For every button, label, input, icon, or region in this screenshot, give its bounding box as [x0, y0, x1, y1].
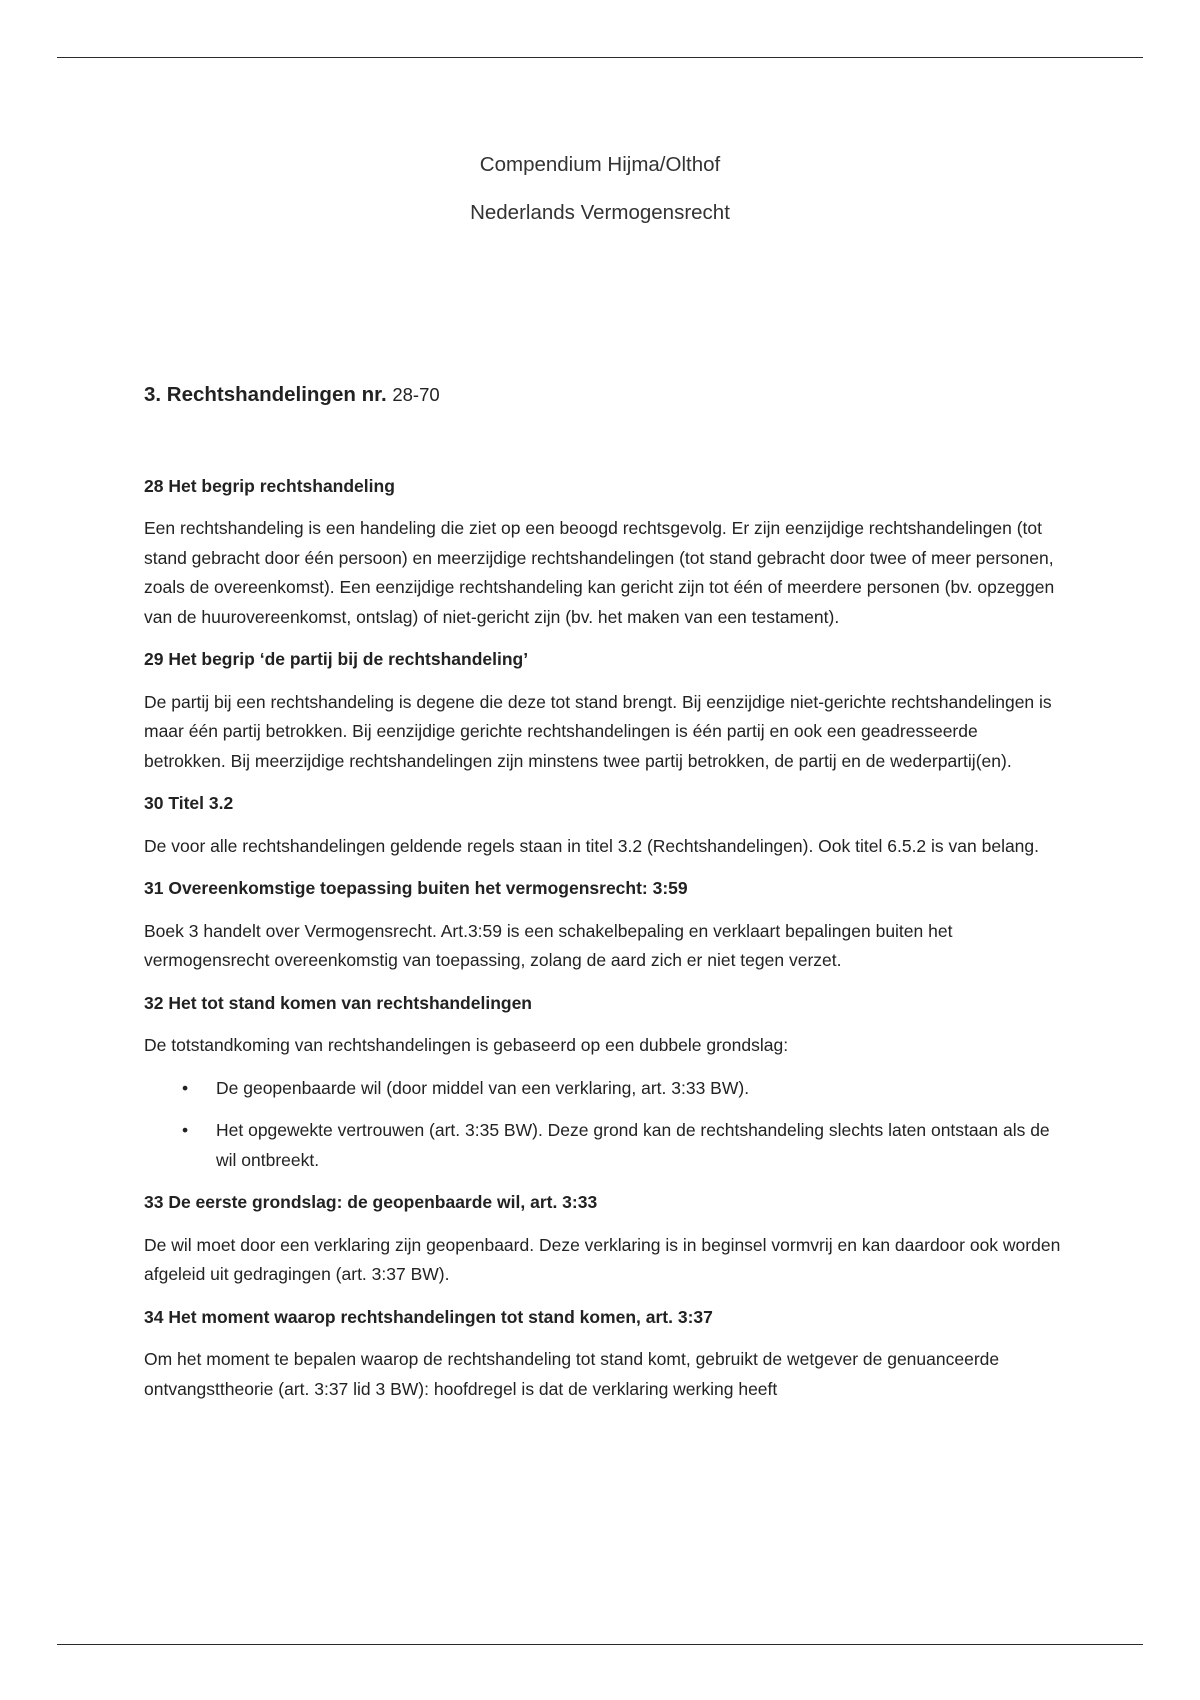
section-paragraph: Om het moment te bepalen waarop de rechtshandeling tot stand komt, gebruikt de wetgever de genuanceerde ontvangsttheorie (art. 3:37 lid 3 BW): hoofdregel is dat de verklaring werking heeft: [144, 1349, 1000, 1399]
bullet-icon: •: [182, 1120, 189, 1140]
section-paragraph: Boek 3 handelt over Vermogensrecht. Art.3:59 is een schakelbepaling en verklaart bepalingen buiten het vermogensrecht overeenkomstig van toepassing, zolang de aard zich er niet tegen verzet.: [144, 920, 953, 970]
bullet-icon: •: [182, 1077, 189, 1098]
section-title: 32 Het tot stand komen van rechtshandelingen: [144, 992, 532, 1013]
list-item-text: De geopenbaarde wil (door middel van een verklaring, art. 3:33 BW).: [216, 1077, 750, 1098]
document-title: Compendium Hijma/Olthof: [479, 153, 721, 176]
section-paragraph: De voor alle rechtshandelingen geldende regels staan in titel 3.2 (Rechtshandelingen). Ook titel 6.5.2 is van belang.: [144, 835, 1040, 856]
section-paragraph: Een rechtshandeling is een handeling die ziet op een beoogd rechtsgevolg. Er zijn eenzijdige rechtshandelingen (tot stand gebracht door één persoon) en meerzijdige rechtshandelingen (tot stand gebracht door twee of meer personen, zoals de overeenkomst). Een eenzijdige rechtshandeling kan gericht zijn tot één of meerdere personen (bv. opzeggen van de huurovereenkomst, ontslag) of niet-gericht zijn (bv. het maken van een testament).: [144, 518, 1055, 627]
section-31: [144, 874, 1062, 976]
section-30: [144, 789, 1062, 861]
section-title: 30 Titel 3.2: [144, 793, 234, 813]
section-32: [144, 989, 1062, 1176]
section-paragraph: De partij bij een rechtshandeling is degene die deze tot stand brengt. Bij eenzijdige niet-gerichte rechtshandelingen is maar één partij betrokken. Bij eenzijdige gerichte rechtshandelingen is één partij en ook een geadresseerde betrokken. Bij meerzijdige rechtshandelingen zijn minstens twee partij betrokken, de partij en de wederpartij(en).: [144, 691, 1052, 771]
title-block: [0, 141, 1200, 237]
section-28: [144, 472, 1062, 633]
footer-rule: [57, 1644, 1143, 1645]
section-title: 31 Overeenkomstige toepassing buiten het vermogensrecht: 3:59: [144, 878, 688, 898]
chapter-range: 28-70: [392, 384, 440, 405]
section-34: [144, 1303, 1062, 1405]
section-33: [144, 1188, 1062, 1290]
section-paragraph: De totstandkoming van rechtshandelingen is gebaseerd op een dubbele grondslag:: [144, 1035, 789, 1055]
list-item: [144, 1074, 1062, 1104]
list-item-text: Het opgewekte vertrouwen (art. 3:35 BW). Deze grond kan de rechtshandeling slechts laten ontstaan als de wil ontbreekt.: [216, 1120, 1050, 1170]
section-29: [144, 645, 1062, 776]
bullet-list: [144, 1074, 1062, 1176]
section-title: 29 Het begrip ‘de partij bij de rechtshandeling’: [144, 649, 529, 669]
document-subtitle: Nederlands Vermogensrecht: [470, 201, 730, 224]
section-title: 34 Het moment waarop rechtshandelingen tot stand komen, art. 3:37: [144, 1306, 713, 1327]
list-item: [144, 1116, 1062, 1175]
document-body: [144, 380, 1062, 1417]
chapter-heading: [144, 380, 1062, 410]
section-title: 33 De eerste grondslag: de geopenbaarde wil, art. 3:33: [144, 1192, 598, 1212]
section-paragraph: De wil moet door een verklaring zijn geopenbaard. Deze verklaring is in beginsel vormvrij en kan daardoor ook worden afgeleid uit gedragingen (art. 3:37 BW).: [144, 1234, 1061, 1284]
section-title: 28 Het begrip rechtshandeling: [144, 475, 395, 496]
header-rule: [57, 57, 1143, 58]
chapter-title: 3. Rechtshandelingen nr.: [144, 383, 387, 406]
